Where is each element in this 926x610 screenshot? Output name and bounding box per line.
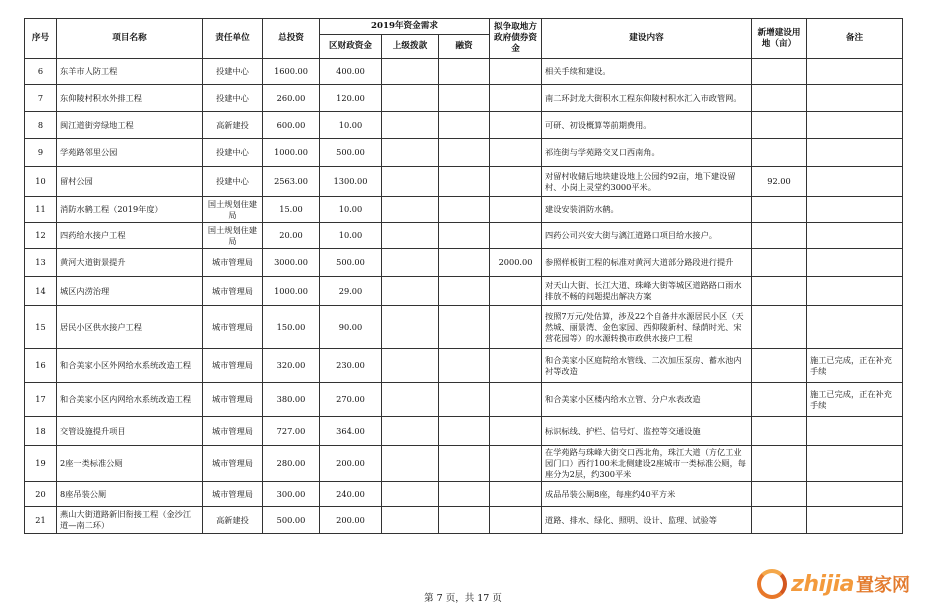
table-cell-land (752, 446, 807, 482)
table-row (25, 249, 903, 277)
table-cell-content: 参照样板街工程的标准对黄河大道部分路段进行提升 (542, 249, 752, 277)
table-cell-seq: 21 (25, 507, 57, 534)
table-cell-land (752, 139, 807, 167)
table-cell-bond (490, 139, 542, 167)
table-cell-remark (807, 306, 903, 349)
table-cell-land (752, 482, 807, 507)
table-cell-land (752, 59, 807, 85)
table-cell-remark (807, 482, 903, 507)
table-cell-unit: 城市管理局 (203, 383, 263, 417)
table-cell-seq: 8 (25, 112, 57, 139)
table-cell-superior (382, 249, 439, 277)
table-cell-total: 2563.00 (263, 167, 320, 197)
header-unit: 责任单位 (203, 19, 263, 59)
table-row (25, 277, 903, 306)
table-cell-name: 交管设施提升项目 (57, 417, 203, 446)
table-cell-seq: 11 (25, 197, 57, 223)
table-cell-seq: 9 (25, 139, 57, 167)
table-cell-content: 和合美家小区庭院给水管线、二次加压泵房、蓄水池内衬等改造 (542, 349, 752, 383)
table-row (25, 482, 903, 507)
table-cell-name: 黄河大道街景提升 (57, 249, 203, 277)
table-row (25, 197, 903, 223)
table-cell-district: 240.00 (320, 482, 382, 507)
table-cell-seq: 17 (25, 383, 57, 417)
table-cell-seq: 16 (25, 349, 57, 383)
table-cell-name: 2座一类标准公厕 (57, 446, 203, 482)
table-cell-finance (439, 139, 490, 167)
table-row (25, 223, 903, 249)
table-cell-remark (807, 417, 903, 446)
table-cell-district: 230.00 (320, 349, 382, 383)
table-cell-superior (382, 482, 439, 507)
table-cell-bond (490, 277, 542, 306)
table-cell-unit: 投建中心 (203, 139, 263, 167)
table-cell-remark (807, 507, 903, 534)
header-land: 新增建设用地（亩） (752, 19, 807, 59)
table-cell-finance (439, 197, 490, 223)
table-cell-district: 29.00 (320, 277, 382, 306)
table-cell-name: 留村公园 (57, 167, 203, 197)
table-cell-remark (807, 446, 903, 482)
table-cell-finance (439, 249, 490, 277)
table-cell-land (752, 417, 807, 446)
table-cell-bond (490, 112, 542, 139)
table-cell-unit: 城市管理局 (203, 349, 263, 383)
table-cell-remark (807, 139, 903, 167)
table-cell-finance (439, 223, 490, 249)
table-cell-total: 15.00 (263, 197, 320, 223)
table-cell-finance (439, 507, 490, 534)
table-cell-unit: 高新建投 (203, 507, 263, 534)
table-cell-unit: 国土规划住建局 (203, 223, 263, 249)
table-cell-district: 10.00 (320, 112, 382, 139)
table-cell-unit: 投建中心 (203, 85, 263, 112)
table-cell-bond (490, 59, 542, 85)
table-cell-superior (382, 446, 439, 482)
table-cell-bond (490, 417, 542, 446)
table-cell-name: 东仰陵村积水外排工程 (57, 85, 203, 112)
table-cell-unit: 投建中心 (203, 167, 263, 197)
table-cell-remark (807, 277, 903, 306)
table-cell-name: 居民小区供水接户工程 (57, 306, 203, 349)
table-cell-district: 270.00 (320, 383, 382, 417)
table-cell-total: 150.00 (263, 306, 320, 349)
table-cell-district: 10.00 (320, 197, 382, 223)
table-cell-bond (490, 383, 542, 417)
watermark-ring-icon (757, 569, 787, 599)
watermark-logo (757, 566, 910, 602)
table-cell-superior (382, 349, 439, 383)
table-cell-superior (382, 383, 439, 417)
table-cell-unit: 城市管理局 (203, 277, 263, 306)
table-cell-content: 相关手续和建设。 (542, 59, 752, 85)
header-seq: 序号 (25, 19, 57, 59)
table-cell-name: 四药给水接户工程 (57, 223, 203, 249)
table-cell-land (752, 223, 807, 249)
table-cell-name: 和合美家小区外网给水系统改造工程 (57, 349, 203, 383)
table-cell-content: 建设安装消防水鹤。 (542, 197, 752, 223)
table-cell-district: 364.00 (320, 417, 382, 446)
table-cell-seq: 19 (25, 446, 57, 482)
table-cell-finance (439, 349, 490, 383)
table-cell-land (752, 85, 807, 112)
table-cell-unit: 城市管理局 (203, 417, 263, 446)
table-cell-superior (382, 139, 439, 167)
table-cell-total: 300.00 (263, 482, 320, 507)
table-row (25, 349, 903, 383)
table-cell-content: 在学苑路与珠峰大街交口西北角，珠江大道（方亿工业园门口）西行100米北侧建设2座城市一类标准公厕，每座分为2层，约300平米 (542, 446, 752, 482)
header-district: 区财政资金 (320, 35, 382, 59)
table-row (25, 507, 903, 534)
table-cell-total: 727.00 (263, 417, 320, 446)
table-cell-seq: 18 (25, 417, 57, 446)
table-cell-bond (490, 482, 542, 507)
table-cell-seq: 6 (25, 59, 57, 85)
table-cell-finance (439, 59, 490, 85)
table-cell-total: 500.00 (263, 507, 320, 534)
table-cell-bond (490, 85, 542, 112)
table-cell-content: 标识标线、护栏、信号灯、监控等交通设施 (542, 417, 752, 446)
table-cell-seq: 13 (25, 249, 57, 277)
table-cell-seq: 12 (25, 223, 57, 249)
table-cell-content: 和合美家小区楼内给水立管、分户水表改造 (542, 383, 752, 417)
table-cell-remark: 施工已完成，正在补充手续 (807, 383, 903, 417)
table-cell-finance (439, 446, 490, 482)
table-cell-remark (807, 59, 903, 85)
table-cell-bond (490, 507, 542, 534)
table-row (25, 306, 903, 349)
table-cell-land (752, 383, 807, 417)
table-cell-land (752, 507, 807, 534)
table-cell-finance (439, 306, 490, 349)
header-content: 建设内容 (542, 19, 752, 59)
table-cell-total: 20.00 (263, 223, 320, 249)
table-cell-name: 闽江道街旁绿地工程 (57, 112, 203, 139)
header-total: 总投资 (263, 19, 320, 59)
table-cell-superior (382, 85, 439, 112)
table-cell-unit: 城市管理局 (203, 249, 263, 277)
project-table (24, 18, 903, 534)
table-cell-content: 成品吊装公厕8座，每座约40平方米 (542, 482, 752, 507)
table-cell-remark (807, 85, 903, 112)
table-cell-bond (490, 167, 542, 197)
table-cell-name: 学苑路邻里公园 (57, 139, 203, 167)
table-cell-unit: 国土规划住建局 (203, 197, 263, 223)
table-cell-name: 和合美家小区内网给水系统改造工程 (57, 383, 203, 417)
table-cell-content: 四药公司兴安大街与漓江道路口项目给水接户。 (542, 223, 752, 249)
table-cell-unit: 城市管理局 (203, 306, 263, 349)
table-cell-unit: 投建中心 (203, 59, 263, 85)
table-cell-name: 8座吊装公厕 (57, 482, 203, 507)
table-cell-seq: 7 (25, 85, 57, 112)
table-body (25, 59, 903, 534)
table-cell-seq: 10 (25, 167, 57, 197)
table-cell-name: 城区内涝治理 (57, 277, 203, 306)
table-cell-remark: 施工已完成，正在补充手续 (807, 349, 903, 383)
table-cell-total: 1000.00 (263, 277, 320, 306)
table-cell-superior (382, 277, 439, 306)
table-row (25, 112, 903, 139)
table-cell-total: 600.00 (263, 112, 320, 139)
watermark-cn: 置家网 (856, 575, 910, 596)
table-cell-unit: 高新建投 (203, 112, 263, 139)
table-cell-content: 对天山大街、长江大道、珠峰大街等城区道路路口雨水排放不畅的问题提出解决方案 (542, 277, 752, 306)
table-cell-superior (382, 59, 439, 85)
table-cell-district: 400.00 (320, 59, 382, 85)
table-cell-remark (807, 223, 903, 249)
table-cell-unit: 城市管理局 (203, 446, 263, 482)
table-row (25, 383, 903, 417)
table-cell-finance (439, 482, 490, 507)
table-cell-district: 90.00 (320, 306, 382, 349)
table-cell-superior (382, 112, 439, 139)
table-cell-content: 可研、初设概算等前期费用。 (542, 112, 752, 139)
table-cell-land: 92.00 (752, 167, 807, 197)
table-cell-remark (807, 167, 903, 197)
table-cell-total: 260.00 (263, 85, 320, 112)
header-demand-2019: 2019年资金需求 (320, 19, 490, 35)
table-cell-superior (382, 507, 439, 534)
table-cell-land (752, 112, 807, 139)
table-cell-content: 祁连街与学苑路交叉口西南角。 (542, 139, 752, 167)
table-cell-seq: 20 (25, 482, 57, 507)
table-cell-superior (382, 223, 439, 249)
table-cell-bond (490, 223, 542, 249)
header-remark: 备注 (807, 19, 903, 59)
header-bond: 拟争取地方政府债券资金 (490, 19, 542, 59)
table-cell-seq: 15 (25, 306, 57, 349)
table-row (25, 167, 903, 197)
table-cell-superior (382, 167, 439, 197)
table-cell-land (752, 349, 807, 383)
table-cell-district: 200.00 (320, 446, 382, 482)
table-cell-total: 320.00 (263, 349, 320, 383)
page-footer: 第 7 页，共 17 页 (424, 593, 502, 604)
table-cell-finance (439, 167, 490, 197)
table-row (25, 139, 903, 167)
table-cell-finance (439, 277, 490, 306)
header-superior: 上级拨款 (382, 35, 439, 59)
table-cell-content: 南二环封龙大街积水工程东仰陵村积水汇入市政管网。 (542, 85, 752, 112)
table-cell-district: 10.00 (320, 223, 382, 249)
table-cell-total: 1000.00 (263, 139, 320, 167)
table-cell-name: 燕山大街道路新旧衔接工程（金沙江道—南二环） (57, 507, 203, 534)
table-cell-district: 200.00 (320, 507, 382, 534)
table-cell-total: 380.00 (263, 383, 320, 417)
table-cell-district: 120.00 (320, 85, 382, 112)
table-cell-name: 消防水鹤工程（2019年度） (57, 197, 203, 223)
table-cell-superior (382, 417, 439, 446)
table-cell-superior (382, 197, 439, 223)
table-cell-remark (807, 249, 903, 277)
table-row (25, 417, 903, 446)
table-cell-content: 道路、排水、绿化、照明、设计、监理、试验等 (542, 507, 752, 534)
table-cell-content: 按照7万元/处估算，涉及22个自备井水源居民小区（天然城、丽景湾、金色家园、西仰陵新村、绿荫时光、宋营花园等）的水源转换市政供水接户工程 (542, 306, 752, 349)
table-cell-finance (439, 417, 490, 446)
table-cell-finance (439, 85, 490, 112)
table-cell-bond (490, 349, 542, 383)
table-cell-total: 3000.00 (263, 249, 320, 277)
table-cell-district: 500.00 (320, 249, 382, 277)
table-cell-superior (382, 306, 439, 349)
watermark-brand: zhijia (791, 571, 854, 597)
table-row (25, 59, 903, 85)
table-cell-unit: 城市管理局 (203, 482, 263, 507)
table-cell-district: 1300.00 (320, 167, 382, 197)
table-cell-remark (807, 197, 903, 223)
header-finance: 融资 (439, 35, 490, 59)
header-name: 项目名称 (57, 19, 203, 59)
table-cell-content: 对留村收储后地块建设地上公园约92亩，地下建设留村、小岗上灵堂约3000平米。 (542, 167, 752, 197)
table-row (25, 446, 903, 482)
table-cell-bond (490, 306, 542, 349)
table-cell-total: 280.00 (263, 446, 320, 482)
table-cell-land (752, 197, 807, 223)
table-cell-seq: 14 (25, 277, 57, 306)
table-cell-district: 500.00 (320, 139, 382, 167)
table-cell-bond (490, 446, 542, 482)
table-cell-bond (490, 197, 542, 223)
table-cell-land (752, 306, 807, 349)
table-cell-total: 1600.00 (263, 59, 320, 85)
table-cell-name: 东羊市人防工程 (57, 59, 203, 85)
table-row (25, 85, 903, 112)
table-cell-land (752, 277, 807, 306)
table-cell-finance (439, 383, 490, 417)
table-cell-land (752, 249, 807, 277)
table-cell-bond: 2000.00 (490, 249, 542, 277)
table-cell-remark (807, 112, 903, 139)
table-cell-finance (439, 112, 490, 139)
